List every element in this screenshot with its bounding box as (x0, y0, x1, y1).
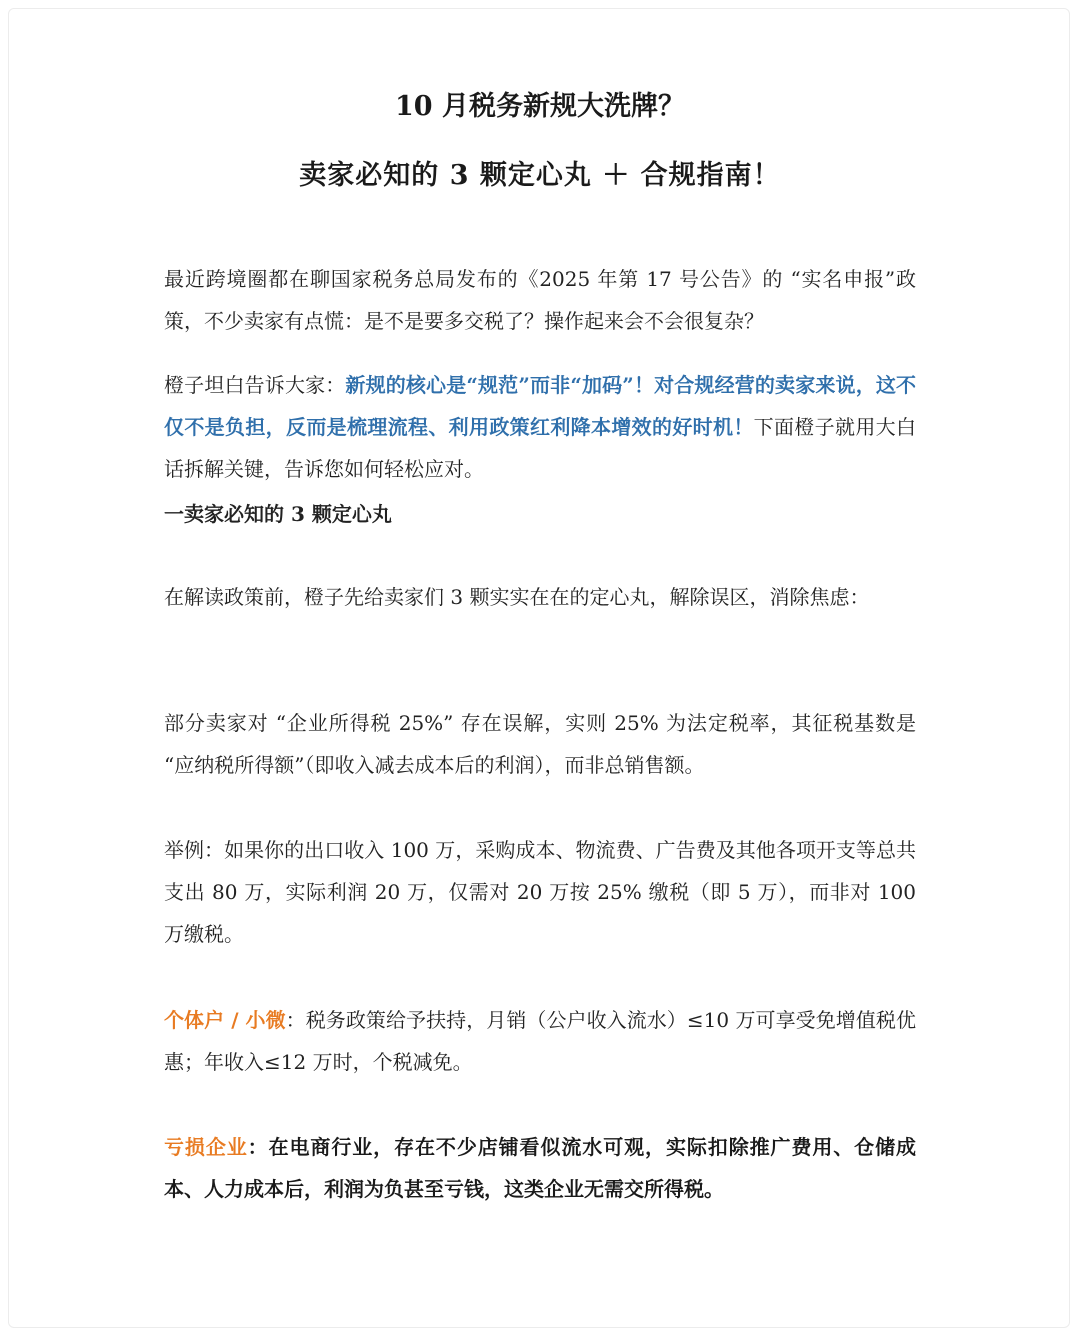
section-heading: 一卖家必知的 3 颗定心丸 (164, 502, 392, 526)
individual-text: ：税务政策给予扶持，月销（公户收入流水）≤10 万可享受免增值税优惠；年收入≤12 万时，个税减免。 (164, 1008, 916, 1074)
tax-rate-paragraph: 部分卖家对 “企业所得税 25%” 存在误解，实则 25% 为法定税率，其征税基数是 “应纳税所得额”（即收入减去成本后的利润），而非总销售额。 (164, 711, 916, 777)
loss-paragraph (164, 1126, 916, 1210)
page-subtitle: 卖家必知的 3 颗定心丸 ＋ 合规指南！ (299, 160, 781, 191)
highlight-lead: 橙子坦白告诉大家： (164, 373, 346, 397)
individual-label: 个体户 / 小微 (164, 1008, 286, 1032)
page-title: 10 月税务新规大洗牌？ (395, 91, 685, 122)
individual-paragraph (164, 999, 916, 1083)
intro-paragraph: 最近跨境圈都在聊国家税务总局发布的《2025 年第 17 号公告》的 “实名申报”政策，不少卖家有点慌：是不是要多交税了？操作起来会不会很复杂？ (164, 267, 916, 333)
highlight-emphasis: 新规的核心是“规范”而非“加码”！对合规经营的卖家来说，这不仅不是负担，反而是梳理流程、利用政策红利降本增效的好时机！ (164, 373, 917, 439)
loss-text: ：在电商行业，存在不少店铺看似流水可观，实际扣除推广费用、仓储成本、人力成本后，利润为负甚至亏钱，这类企业无需交所得税。 (164, 1135, 917, 1201)
highlight-tail: 下面橙子就用大白话拆解关键，告诉您如何轻松应对。 (164, 415, 917, 481)
example-paragraph: 举例：如果你的出口收入 100 万，采购成本、物流费、广告费及其他各项开支等总共支出 80 万，实际利润 20 万，仅需对 20 万按 25% 缴税（即 5 万），而非对 100 万缴税。 (164, 838, 916, 946)
pill-intro-paragraph: 在解读政策前，橙子先给卖家们 3 颗实实在在的定心丸，解除误区，消除焦虑： (164, 585, 870, 609)
highlight-paragraph (164, 364, 916, 490)
loss-label: 亏损企业 (164, 1135, 248, 1159)
